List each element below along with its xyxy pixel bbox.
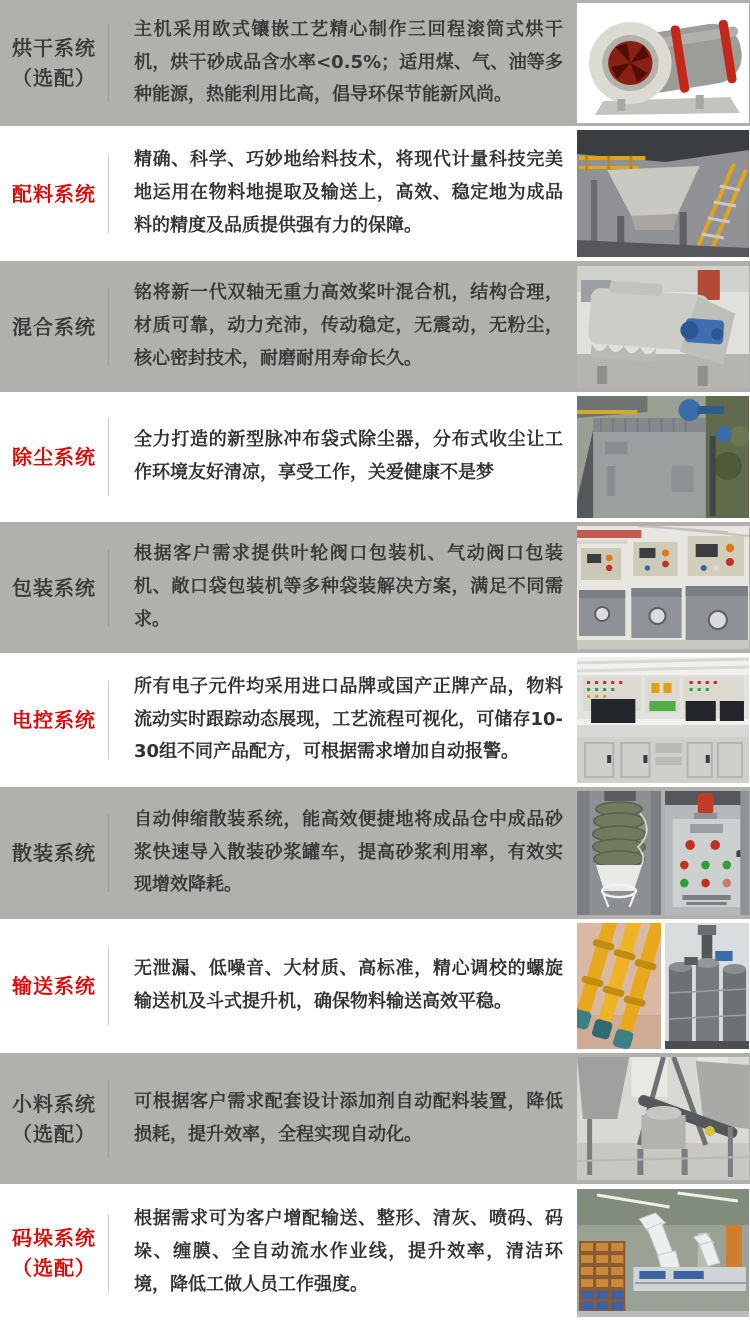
system-description: 主机采用欧式镶嵌工艺精心制作三回程滚筒式烘干机，烘干砂成品含水率<0.5%；适用煤、气、油等多种能源，热能利用比高，倡导环保节能新风尚。 bbox=[134, 18, 563, 106]
system-photo-area bbox=[577, 1057, 749, 1180]
label-divider bbox=[108, 155, 109, 233]
system-label bbox=[0, 705, 108, 735]
system-label-line1: 除尘系统 bbox=[12, 445, 96, 469]
system-label bbox=[0, 33, 108, 93]
system-row-additive bbox=[0, 1053, 750, 1184]
system-row-palletizing bbox=[0, 1184, 750, 1321]
system-row-bulk-loading bbox=[0, 787, 750, 919]
label-divider bbox=[108, 681, 109, 759]
system-description: 自动伸缩散装系统，能高效便捷地将成品仓中成品砂浆快速导入散装砂浆罐车，提高砂浆利用率，有效实现增效降耗。 bbox=[134, 808, 563, 896]
system-label bbox=[0, 838, 108, 868]
system-row-electric-control bbox=[0, 653, 750, 787]
additive-dosing-device-photo bbox=[577, 1057, 749, 1180]
system-label-line1: 烘干系统 bbox=[12, 36, 96, 60]
label-divider bbox=[108, 549, 109, 627]
system-label bbox=[0, 971, 108, 1001]
system-label-line1: 电控系统 bbox=[12, 708, 96, 732]
system-photo-area bbox=[577, 657, 749, 783]
system-label-line1: 输送系统 bbox=[12, 974, 96, 998]
label-divider bbox=[108, 1214, 109, 1292]
system-description: 根据需求可为客户增配输送、整形、清灰、喷码、码垛、缠膜、全自动流水作业线，提升效率，清洁环境，降低工做人员工作强度。 bbox=[134, 1208, 563, 1295]
system-label-line1: 配料系统 bbox=[12, 181, 96, 206]
system-description: 全力打造的新型脉冲布袋式除尘器，分布式收尘让工作环境友好清凉，享受工作，关爱健康不是梦 bbox=[134, 429, 563, 483]
system-row-mixing bbox=[0, 261, 750, 392]
system-photo-area bbox=[577, 396, 749, 518]
system-label bbox=[0, 1223, 108, 1283]
system-row-conveying bbox=[0, 919, 750, 1053]
system-label bbox=[0, 573, 108, 603]
bulk-control-cabinet-photo bbox=[665, 791, 749, 915]
system-label-line1: 码垛系统 bbox=[12, 1225, 96, 1250]
system-photo-area bbox=[577, 923, 749, 1049]
label-divider bbox=[108, 814, 109, 892]
system-row-batching bbox=[0, 126, 750, 261]
system-label-line1: 小料系统 bbox=[12, 1091, 96, 1116]
system-label-line1: 散装系统 bbox=[12, 841, 96, 865]
telescopic-bulk-loader-photo bbox=[577, 791, 661, 915]
system-description: 所有电子元件均采用进口品牌或国产正牌产品，物料流动实时跟踪动态展现，工艺流程可视化，可储存10-30组不同产品配方，可根据需求增加自动报警。 bbox=[134, 675, 563, 763]
system-label-line2: （选配） bbox=[12, 1255, 96, 1280]
system-photo-area bbox=[577, 1189, 749, 1317]
system-row-packing bbox=[0, 522, 750, 653]
system-label-line1: 混合系统 bbox=[12, 314, 96, 339]
system-description: 精确、科学、巧妙地给料技术，将现代计量科技完美地运用在物料地提取及输送上，高效、稳定地为成品料的精度及品质提供强有力的保障。 bbox=[134, 149, 563, 236]
rotary-drum-dryer-photo bbox=[577, 3, 749, 123]
system-description: 铭将新一代双轴无重力高效桨叶混合机，结构合理，材质可靠，动力充沛，传动稳定，无震动，无粉尘，核心密封技术，耐磨耐用寿命长久。 bbox=[134, 282, 563, 369]
label-divider bbox=[108, 1080, 109, 1158]
electric-control-consoles-photo bbox=[577, 657, 749, 783]
system-description: 可根据客户需求配套设计添加剂自动配料装置，降低损耗，提升效率，全程实现自动化。 bbox=[134, 1090, 563, 1145]
system-label bbox=[0, 312, 108, 342]
system-photo-area bbox=[577, 266, 749, 388]
system-row-drying bbox=[0, 0, 750, 126]
system-label bbox=[0, 442, 108, 472]
valve-port-packing-machines-photo bbox=[577, 526, 749, 649]
system-photo-area bbox=[577, 3, 749, 123]
system-photo-area bbox=[577, 526, 749, 649]
system-label-line2: （选配） bbox=[12, 1121, 96, 1146]
system-label-line1: 包装系统 bbox=[12, 575, 96, 600]
system-label bbox=[0, 179, 108, 209]
palletizing-robots-photo bbox=[577, 1189, 749, 1317]
system-row-dust-removal bbox=[0, 392, 750, 522]
system-label-line2: （选配） bbox=[12, 66, 96, 90]
system-photo-area bbox=[577, 791, 749, 915]
system-label bbox=[0, 1089, 108, 1149]
label-divider bbox=[108, 418, 109, 496]
twin-shaft-paddle-mixer-photo bbox=[577, 266, 749, 388]
label-divider bbox=[108, 24, 109, 102]
system-description: 根据客户需求提供叶轮阀口包装机、气动阀口包装机、敞口袋包装机等多种袋装解决方案，满足不同需求。 bbox=[134, 543, 563, 630]
system-description: 无泄漏、低噪音、大材质、高标准，精心调校的螺旋输送机及斗式提升机，确保物料输送高效平稳。 bbox=[134, 958, 563, 1012]
label-divider bbox=[108, 288, 109, 366]
screw-conveyors-photo bbox=[577, 923, 661, 1049]
system-photo-area bbox=[577, 130, 749, 257]
pulse-bag-dust-collector-photo bbox=[577, 396, 749, 518]
batching-plant-photo bbox=[577, 130, 749, 257]
label-divider bbox=[108, 947, 109, 1025]
silos-bucket-elevator-photo bbox=[665, 923, 749, 1049]
